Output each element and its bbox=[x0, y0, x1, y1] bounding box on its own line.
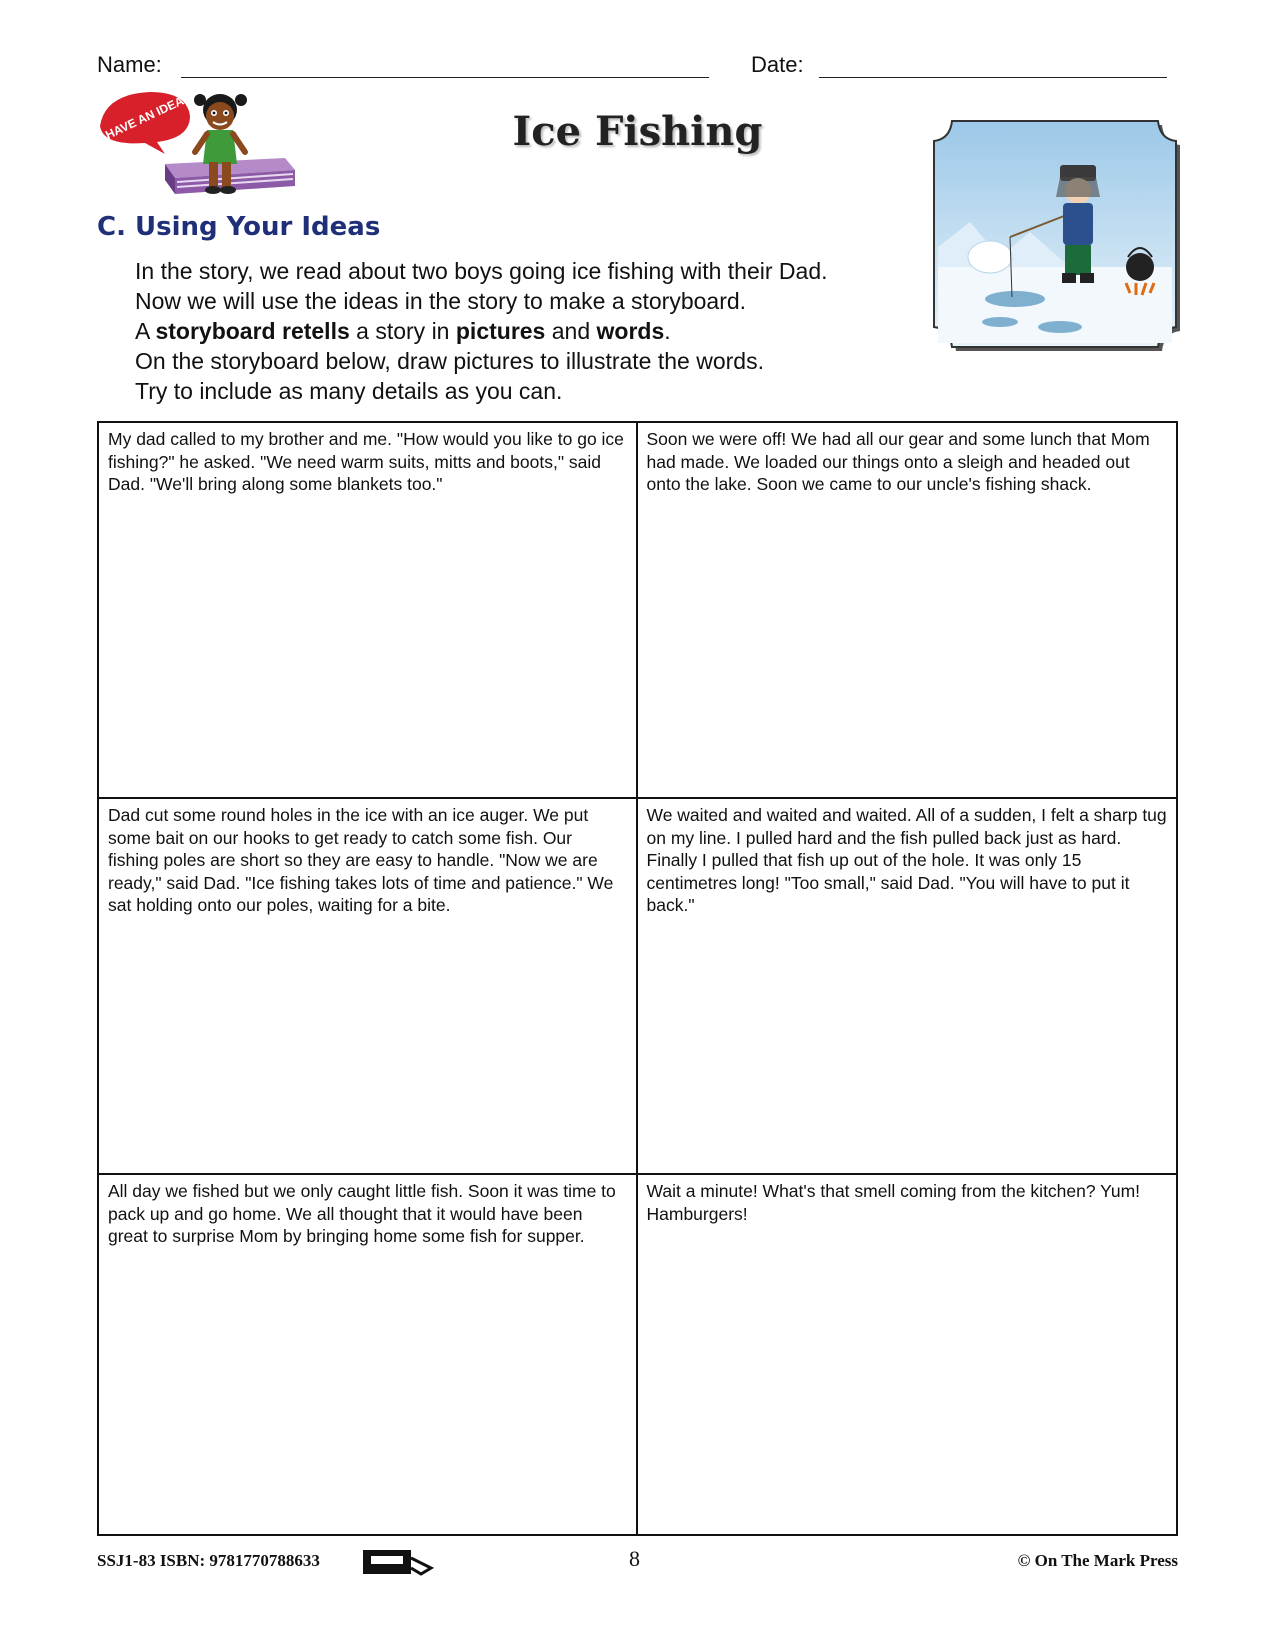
name-date-row bbox=[97, 52, 1169, 82]
section-heading: C. Using Your Ideas bbox=[97, 212, 381, 242]
date-field[interactable] bbox=[819, 77, 1167, 78]
storyboard-panel-1[interactable]: My dad called to my brother and me. "How would you like to go ice fishing?" he asked. "We need warm suits, mitts and boots," said Dad. "We'll bring along some blankets too." bbox=[99, 423, 638, 799]
storyboard-panel-2[interactable]: Soon we were off! We had all our gear and some lunch that Mom had made. We loaded our things onto a sleigh and headed out onto the lake. Soon we came to our uncle's fishing shack. bbox=[638, 423, 1177, 799]
name-label: Name: bbox=[97, 52, 162, 77]
storyboard-panel-3[interactable]: Dad cut some round holes in the ice with an ice auger. We put some bait on our hooks to get ready to catch some fish. Our fishing poles are short so they are easy to handle. "Now we are ready," said Dad. "Ice fishing takes lots of time and patience." We sat holding onto our poles, waiting for a bite. bbox=[99, 799, 638, 1175]
footer-publisher: © On The Mark Press bbox=[1017, 1551, 1178, 1570]
intro-line: In the story, we read about two boys going ice fishing with their Dad. bbox=[135, 258, 828, 284]
date-label: Date: bbox=[751, 52, 804, 77]
footer-code: SSJ1-83 ISBN: 9781770788633 bbox=[97, 1551, 320, 1570]
intro-line: On the storyboard below, draw pictures to illustrate the words. bbox=[135, 348, 764, 374]
intro-line: Now we will use the ideas in the story to make a storyboard. bbox=[135, 288, 747, 314]
storyboard-panel-4[interactable]: We waited and waited and waited. All of a sudden, I felt a sharp tug on my line. I pulled hard and the fish pulled back just as hard. Finally I pulled that fish up out of the hole. It was only 15 centimetres long! "Too small," said Dad. "You will have to put it back." bbox=[638, 799, 1177, 1175]
ice-fishing-illustration bbox=[930, 117, 1180, 351]
storyboard-panel-5[interactable]: All day we fished but we only caught little fish. Soon it was time to pack up and go home. We all thought that it would have been great to surprise Mom by bringing home some fish for supper. bbox=[99, 1175, 638, 1534]
svg-text:I HAVE AN IDEA!: I HAVE AN IDEA! bbox=[97, 91, 190, 145]
page-number: 8 bbox=[629, 1546, 640, 1571]
intro-text bbox=[135, 256, 915, 406]
intro-line: A storyboard retells a story in pictures and words. bbox=[135, 318, 671, 344]
storyboard-grid bbox=[97, 421, 1178, 1536]
footer bbox=[97, 1544, 1178, 1580]
storyboard-panel-6[interactable]: Wait a minute! What's that smell coming from the kitchen? Yum! Hamburgers! bbox=[646, 1181, 1141, 1224]
name-field[interactable] bbox=[181, 77, 709, 78]
book-stack-icon bbox=[361, 1544, 435, 1585]
intro-line: Try to include as many details as you can. bbox=[135, 378, 563, 404]
page-title: Ice Fishing bbox=[512, 108, 763, 155]
